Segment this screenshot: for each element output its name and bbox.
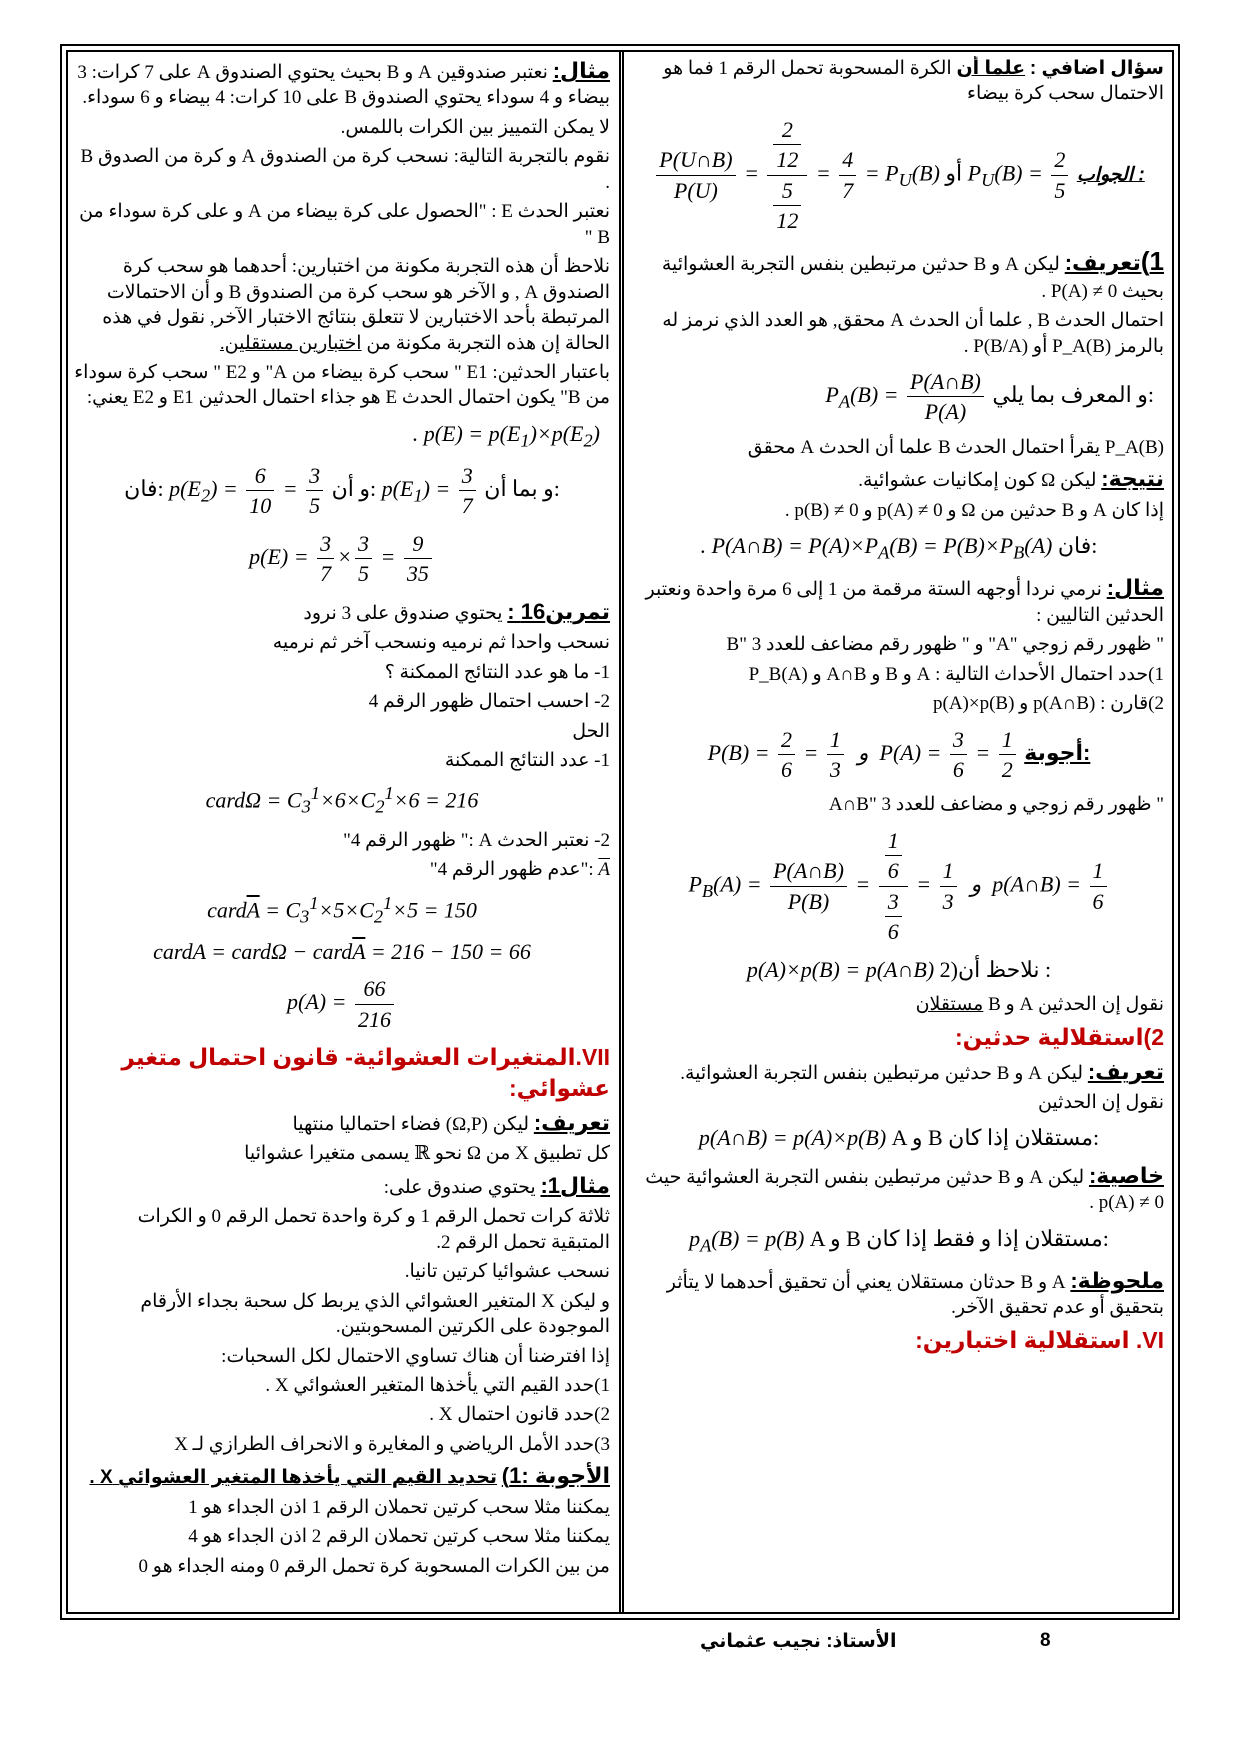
section-vii-title: VII.المتغيرات العشوائية- قانون احتمال متغير عشوائي: bbox=[121, 1044, 610, 1102]
extra-question: سؤال اضافي : علما أن الكرة المسحوبة تحمل الرقم 1 فما هو الاحتمال سحب كرة بيضاء bbox=[663, 58, 1164, 105]
exercise-16: تمرين16 : يحتوي صندوق على 3 نرود bbox=[303, 598, 610, 624]
definition-1: 1)تعريف: ليكن A و B حدثين مرتبطين بنفس التجربة العشوائية بحيث P(A) ≠ 0 . bbox=[661, 245, 1164, 302]
answers-event: " ظهور رقم زوجي و مضاعف للعدد 3 "A∩B bbox=[828, 794, 1164, 816]
section-vi-title: VI. استقلالية اختبارين: bbox=[915, 1326, 1164, 1353]
exercise-16-a2: 2- نعتبر الحدث A :" ظهور الرقم 4" bbox=[343, 829, 610, 851]
card-a: cardA = cardΩ − $card\overline{A} = 216 - 150 = 66$ bbox=[153, 938, 531, 964]
random-variable-definition-line2: كل تطبيق X من Ω نحو ℝ يسمى متغيرا عشوائيا bbox=[244, 1143, 610, 1165]
exercise-16-line2: نسحب واحدا ثم نرميه ونسحب آخر ثم نرميه bbox=[272, 632, 610, 654]
answers-line2: يمكننا مثلا سحب كرتين تحملان الرقم 2 اذن الجداء هو 4 bbox=[188, 1526, 610, 1548]
result-line2: إذا كان A و B حدثين من Ω و p(A) ≠ 0 و p(B) ≠ 0 . bbox=[784, 499, 1164, 521]
exercise-16-a2b: $\overline{A}$ :"عدم ظهور الرقم 4" bbox=[429, 859, 610, 881]
card-omega: cardΩ = $C_3^1\times 6\times C_2^1\times 6 = 216$ bbox=[205, 783, 479, 818]
example-boxes-line6: باعتبار الحدثين: E1 " سحب كرة بيضاء من A" و E2 " سحب كرة سوداء من B" يكون احتمال الحدث E هو جذاء احتمال الحدثين E1 و E2 يعني: bbox=[74, 362, 610, 409]
definition-1-line4: P_A(B) يقرأ احتمال الحدث B علما أن الحدث A محقق bbox=[747, 436, 1164, 458]
product-rule-formula: . P(A∩B) = $P(A)\times P_A(B) = P(B)\times P_B(A)$ فان: bbox=[700, 533, 1098, 563]
random-variable-definition: تعريف: ليكن (Ω,P) فضاء احتماليا منتهيا bbox=[292, 1109, 610, 1135]
example-1-q3: 3)حدد الأمل الرياضي و المغايرة و الانحراف الطرازي لـ X bbox=[174, 1433, 610, 1455]
exercise-16-solution: الحل bbox=[572, 720, 610, 742]
exercise-16-q2: 2- احسب احتمال ظهور الرقم 4 bbox=[368, 691, 610, 713]
answers-heading: الأجوبة :1) تحديد القيم التي يأخذها المتغير العشوائي X . bbox=[89, 1463, 610, 1489]
example-boxes-line5: نلاحظ أن هذه التجربة مكونة من اختبارين: أحدهما هو سحب كرة الصندوق A , و الآخر هو سحب كرة من الصندوق B و أن الاحتمالات المرتبطة بأحد الاختبارين لا تتعلق بنتائج الاختبار الآخر, نقول في هذه الحالة إن هذه التجربة مكونة من اختبارين مستقلين. bbox=[102, 256, 610, 354]
product-formula: . $p(E) = p(E_1)\times p(E_2)$ bbox=[412, 420, 600, 451]
answer-label: الجواب : bbox=[1076, 164, 1145, 186]
example-1-line5: إذا افترضنا أن هناك تساوي الاحتمال لكل السحبات: bbox=[221, 1345, 610, 1367]
example-1: مثال1: يحتوي صندوق على: bbox=[383, 1172, 610, 1198]
example-1-q2: 2)حدد قانون احتمال X . bbox=[429, 1404, 610, 1426]
answers-line1: يمكننا مثلا سحب كرتين تحملان الرقم 1 اذن الجداء هو 1 bbox=[188, 1496, 610, 1518]
author: الأستاذ: نجيب عثماني bbox=[700, 1631, 897, 1652]
conditional-probability-formula: $P_A(B)$ = $\frac{P(A\cap B)}{P(A)}$ و المعرف بما يلي: bbox=[825, 368, 1154, 425]
column-divider bbox=[619, 50, 624, 1614]
result-probability: p(E) = $\frac{3}{7}$ × $\frac{3}{5}$ = $\frac{9}{35}$ bbox=[74, 529, 610, 589]
example-1-q1: 1)حدد القيم التي يأخذها المتغير العشوائي X . bbox=[265, 1375, 610, 1397]
section-independence-title: 2)استقلالية حدثين: bbox=[955, 1023, 1164, 1050]
example-boxes-line2: لا يمكن التمييز بين الكرات باللمس. bbox=[340, 116, 610, 138]
card-a-bar: $card\overline{A} = C_3^1\times 5\times C_2^1\times 5 = 150$ bbox=[207, 892, 477, 927]
prob-a: p(A) = $\frac{66}{216}$ bbox=[74, 974, 610, 1034]
given-probabilities: فان: $p(E_2)$ = $\frac{6}{10}$ = $\frac{3}{5}$ و أن: $p(E_1)$ = $\frac{3}{7}$ و بما أن: bbox=[124, 462, 560, 519]
answers-intersection: $P_B(A)$ = $\frac{P(A\cap B)}{P(B)}$ = $\frac{\frac{1}{6}}{\frac{3}{6}}$ = $\frac{1}{3}$ و p(A∩B) = $\frac{1}{6}$ bbox=[634, 826, 1164, 947]
example-die: مثال: نرمي نردا أوجهه الستة مرقمة من 1 إلى 6 مرة واحدة ونعتبر الحدثين التاليين : bbox=[645, 575, 1164, 626]
exercise-16-a1: 1- عدد النتائج الممكنة bbox=[444, 750, 610, 771]
example-die-q2: 2)قارن : p(A∩B) و p(A)×p(B) bbox=[933, 693, 1164, 715]
left-column bbox=[74, 56, 610, 1608]
exercise-16-q1: 1- ما هو عدد النتائج الممكنة ؟ bbox=[384, 661, 610, 683]
answers-probabilities: P(B) = $\frac{2}{6}$ = $\frac{1}{3}$ و P(A) = $\frac{3}{6}$ = $\frac{1}{2}$ أجوبة: bbox=[707, 726, 1091, 782]
answers-line3: من بين الكرات المسحوبة كرة تحمل الرقم 0 ومنه الجداء هو 0 bbox=[138, 1555, 610, 1577]
example-1-line4: و ليكن X المتغير العشوائي الذي يربط كل سحبة بجداء الأرقام الموجودة على الكرتين المسحوبتين. bbox=[140, 1290, 610, 1338]
example-die-q1: 1)حدد احتمال الأحداث التالية : A و B و A∩B و P_B(A) bbox=[748, 663, 1164, 685]
example-boxes-line3: نقوم بالتجربة التالية: نسحب كرة من الصندوق A و كرة من الصدوق B . bbox=[80, 146, 610, 193]
independence-property-formula: $p_A(B) = p(B)$ A و B مستقلان إذا و فقط إذا كان: bbox=[689, 1225, 1109, 1256]
independence-definition: تعريف: ليكن A و B حدثين مرتبطين بنفس التجربة العشوائية. bbox=[680, 1058, 1164, 1084]
answers-compare: p(A)×p(B) = p(A∩B) 2)نلاحظ أن : bbox=[746, 956, 1052, 982]
independence-formula: p(A∩B) = p(A)×p(B) A و B مستقلان إذا كان: bbox=[698, 1125, 1100, 1151]
example-boxes: مثال: نعتبر صندوقين A و B بحيث يحتوي الصندوق A على 7 كرات: 3 بيضاء و 4 سوداء يحتوي الصندوق B على 10 كرات: 4 بيضاء و 6 سوداء. bbox=[77, 58, 610, 109]
independence-note: ملحوظة: A و B حدثان مستقلان يعني أن تحقيق أحدهما لا يتأثر بتحقيق أو عدم تحقيق الآخر. bbox=[666, 1267, 1164, 1319]
right-column bbox=[634, 56, 1164, 1608]
example-die-events: " ظهور رقم زوجي "A" و " ظهور رقم مضاعف للعدد 3 "B bbox=[726, 634, 1164, 656]
example-1-line3: نسحب عشوائيا كرتين تانيا. bbox=[404, 1261, 610, 1283]
extra-answer-formula: $\frac{P(U\cap B)}{P(U)}$ = $\frac{\frac{2}{12}}{\frac{5}{12}}$ = $\frac{4}{7}$ = $P_U(B)$ أو $P_U(B)$ = $\frac{2}{5}$ الجواب : bbox=[634, 115, 1164, 236]
answers-conclusion: نقول إن الحدثين A و B مستقلان bbox=[915, 994, 1164, 1016]
example-boxes-line4: نعتبر الحدث E : "الحصول على كرة بيضاء من A و على كرة سوداء من B " bbox=[79, 201, 610, 248]
independence-definition-line2: نقول إن الحدثين bbox=[1037, 1091, 1164, 1113]
page-number: 8 bbox=[1040, 1630, 1051, 1651]
example-1-line2: ثلاثة كرات تحمل الرقم 1 و كرة واحدة تحمل الرقم 0 و الكرات المتبقية تحمل الرقم 2. bbox=[137, 1206, 610, 1253]
result: نتيجة: ليكن Ω كون إمكانيات عشوائية. bbox=[858, 466, 1164, 492]
definition-1-line2: احتمال الحدث B , علما أن الحدث A محقق, هو العدد الذي نرمز له بالرمز P_A(B) أو P(B/A) . bbox=[662, 310, 1164, 357]
independence-property: خاصية: ليكن A و B حدثين مرتبطين بنفس التجربة العشوائية حيث p(A) ≠ 0 . bbox=[645, 1162, 1164, 1214]
